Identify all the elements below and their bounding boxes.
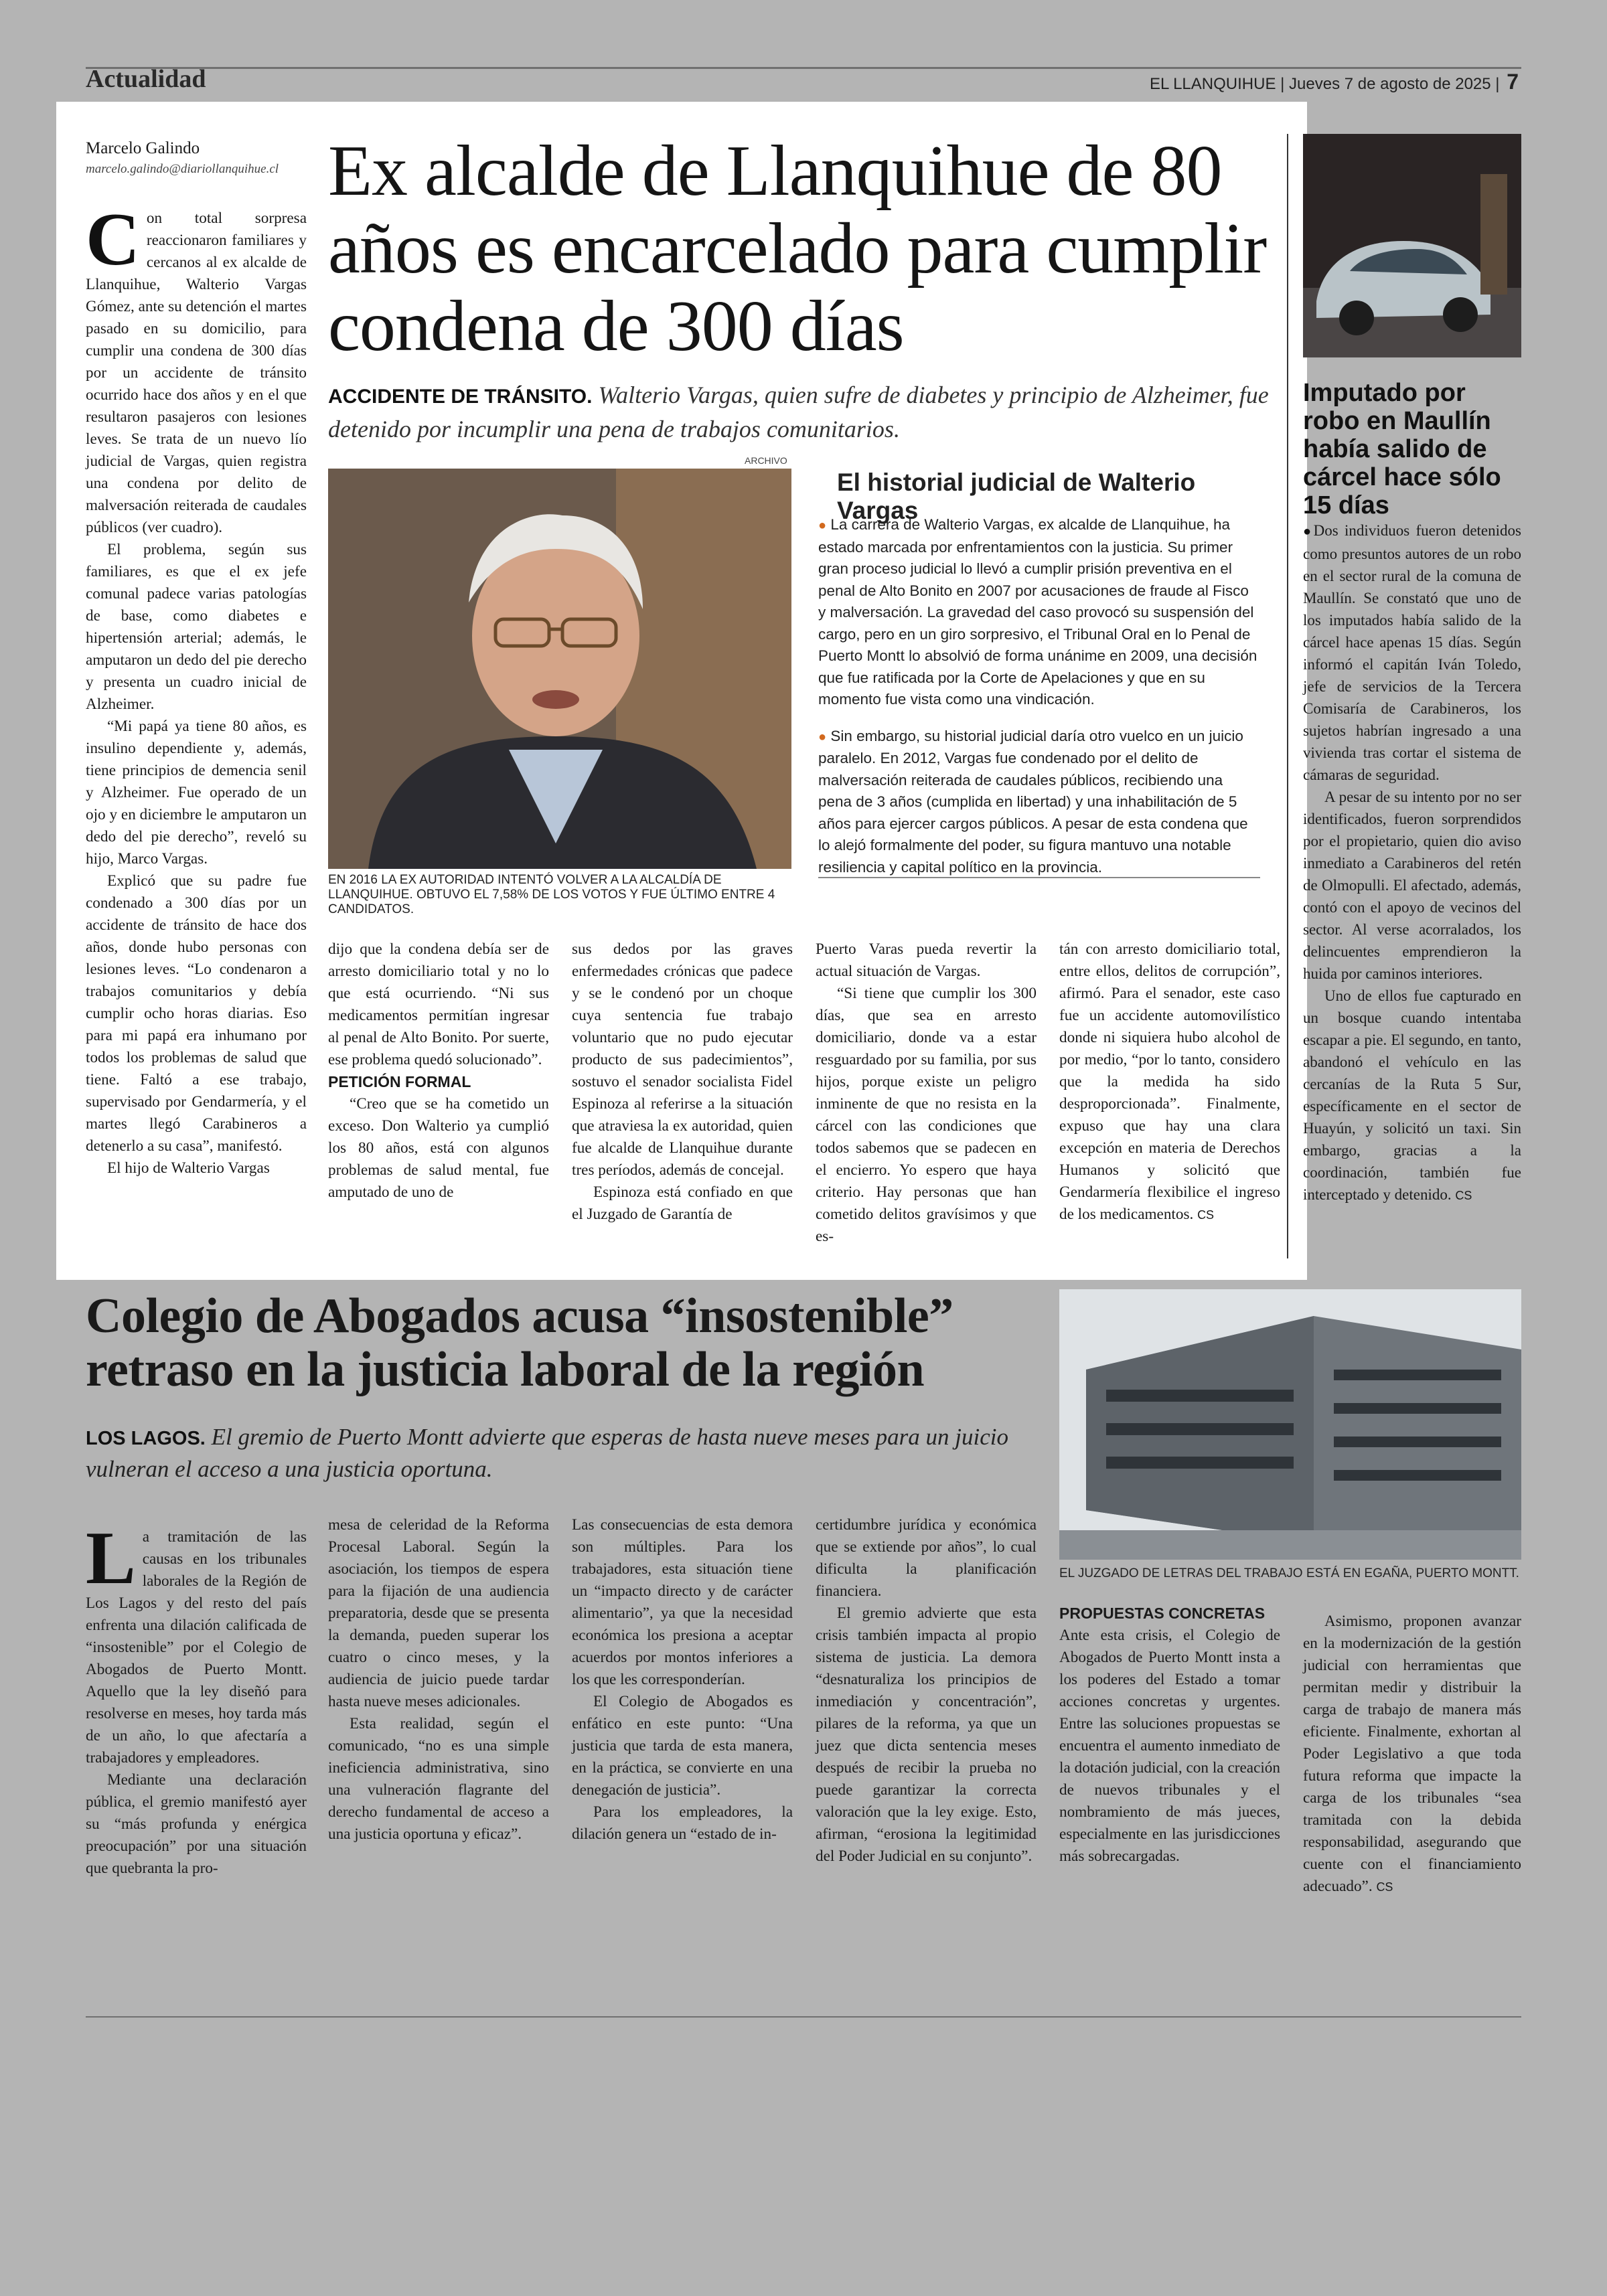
paragraph: tán con arresto domiciliario total, entre ellos, delitos de corrupción”, afirmó. Para el senador, este caso fue un accidente automovilístico donde ni siquiera hubo alcohol de por medio, “por lo tanto, considero que la medida ha sido desproporcionada”. Finalmente, expuso que hay una clara excepción en materia de Derechos Humanos y solicitó que Gendarmería flexibilice el ingreso de los medicamentos. [1059,940,1280,1223]
issue-date: Jueves 7 de agosto de 2025 [1289,75,1491,93]
portrait-illustration [328,469,791,869]
dropcap: C [86,198,140,281]
bullet-icon: ● [818,729,827,744]
car-photo [1303,134,1521,357]
main-headline: Ex alcalde de Llanquihue de 80 años es encarcelado para cumplir condena de 300 días [328,131,1267,366]
second-col-2 [328,1514,549,1846]
main-col-2 [328,938,549,1204]
paragraph: certidumbre jurídica y económica que se extiende por años”, lo cual dificulta la planificación financiera. [816,1516,1037,1600]
paragraph: El gremio advierte que esta crisis también impacta al propio sistema de justicia. La demora “desnaturaliza los principios de inmediación y concentración”, pilares de la reforma, ya que un juez que dicta sentencia meses después de recibir la prueba no puede garantizar la correcta valoración que la ley exige. Esto, afirman, “erosiona la legitimidad del Poder Judicial en su conjunto”. [816,1605,1037,1865]
building-illustration [1059,1289,1521,1560]
second-col-4 [816,1514,1037,1868]
page-number: 7 [1507,70,1519,94]
subhead: PETICIÓN FORMAL [328,1073,471,1090]
author-email[interactable]: marcelo.galindo@diariollanquihue.cl [86,162,279,176]
paragraph: Esta realidad, según el comunicado, “no es una simple ineficiencia administrativa, sino una vulneración flagrante del derecho fundamental de acceso a una justicia oportuna y eficaz”. [328,1715,549,1843]
second-photo-caption: EL JUZGADO DE LETRAS DEL TRABAJO ESTÁ EN EGAÑA, PUERTO MONTT. [1059,1566,1519,1580]
sidebar-title: El historial judicial de Walterio Vargas [837,469,1196,524]
section-name: Actualidad [86,65,206,93]
second-deck [86,1422,1037,1485]
second-col-6 [1303,1611,1521,1898]
main-col-4 [816,938,1037,1248]
paragraph: El Colegio de Abogados es enfático en este punto: “Una justicia que tarda de esta manera, en la práctica, se convierte en una denegación de justicia”. [572,1693,793,1799]
main-kicker: ACCIDENTE DE TRÁNSITO. [328,386,593,408]
main-deck-text: Walterio Vargas, quien sufre de diabetes y principio de Alzheimer, fue detenido por incumplir una pena de trabajos comunitarios. [328,382,1269,442]
paragraph: “Creo que se ha cometido un exceso. Don Walterio ya cumplió los 80 años, está con algunos problemas de salud mental, fue amputado de uno de [328,1095,549,1201]
end-mark: CS [1376,1880,1393,1894]
paragraph: sus dedos por las graves enfermedades crónicas que padece y se le condenó por un choque cuya sentencia fue trabajo voluntario que no pudo ejecutar producto de sus padecimientos”, sostuvo el senador socialista Fidel Espinoza al referirse a la situación que atraviesa la ex autoridad, quien fue alcalde de Llanquihue durante tres períodos, además de concejal. [572,940,793,1179]
sidebar-body [818,514,1260,893]
paragraph: a tramitación de las causas en los tribunales laborales de la Región de Los Lagos y del resto del país enfrenta una dilación calificada de “insostenible” por el Colegio de Abogados de Puerto Montt. Aquello que la ley diseñó para resolverse en meses, hoy tarda más de un año, lo que afectaría a trabajadores y empleadores. [86,1528,307,1767]
second-col-5 [1059,1603,1280,1868]
main-col-1 [86,198,307,1179]
paragraph: on total sorpresa reaccionaron familiares y cercanos al ex alcalde de Llanquihue, Walterio Vargas Gómez, ante su detención el martes pasado en su domicilio, para cumplir una condena de 300 días por un accidente de tránsito ocurrido hace dos años y en el que resultaron pasajeros con lesiones leves. Se trata de un nuevo lío judicial de Vargas, quien registra una condena por delito de malversación reiterada de caudales públicos (ver cuadro). [86,210,307,536]
paragraph: mesa de celeridad de la Reforma Procesal Laboral. Según la asociación, los tiempos de espera para la fijación de una audiencia preparatoria, desde que se presenta la demanda, pueden superar los cuatro o cinco meses, y la audiencia de juicio puede tardar hasta nueve meses adicionales. [328,1516,549,1710]
side-article-title: Imputado por robo en Maullín había salido de cárcel hace sólo 15 días [1303,379,1501,519]
sidebar-paragraph: Sin embargo, su historial judicial daría otro vuelco en un juicio paralelo. En 2012, Vargas fue condenado por el delito de malversación reiterada de caudales públicos, recibiendo una pena de 3 años (cumplida en libertad) y una inhabilitación de 5 años para ejercer cargos públicos. A pesar de esta condena que lo alejó formalmente del poder, su figura mantuvo una notable resiliencia y capital político en la provincia. [818,727,1248,876]
paragraph: Asimismo, proponen avanzar en la modernización de la gestión judicial con herramientas que permitan medir y distribuir la carga de trabajo de manera más eficiente. Finalmente, exhortan al Poder Legislativo a que toda futura reforma que impacte la carga de los tribunales “sea tramitada con la debida responsabilidad, asegurando que cuente con el financiamiento adecuado”. [1303,1613,1521,1895]
second-col-3 [572,1514,793,1846]
column-separator [1287,134,1288,1258]
bullet-icon: ● [1303,524,1314,539]
paragraph: Para los empleadores, la dilación genera un “estado de in- [572,1803,793,1843]
dropcap: L [86,1517,136,1600]
paragraph: Ante esta crisis, el Colegio de Abogados de Puerto Montt insta a los poderes del Estado a tomar acciones concretas y urgentes. Entre las soluciones propuestas se encuentra el aumento inmediato de la dotación judicial, con la creación de nuevos tribunales y el nombramiento de más jueces, especialmente en las jurisdicciones más sobrecargadas. [1059,1627,1280,1865]
paragraph: “Mi papá ya tiene 80 años, es insulino dependiente y, además, tiene principios de demencia senil y Alzheimer. Fue operado de un ojo y en diciembre le amputaron un dedo del pie derecho”, reveló su hijo, Marco Vargas. [86,718,307,868]
second-headline: Colegio de Abogados acusa “insostenible” retraso en la justicia laboral de la región [86,1289,953,1397]
court-building-photo [1059,1289,1521,1560]
main-col-3 [572,938,793,1226]
ex-mayor-photo [328,469,791,869]
paragraph: Dos individuos fueron detenidos como presuntos autores de un robo en el sector rural de la comuna de Maullín. Se constató que uno de los imputados había salido de la cárcel hace apenas 15 días. Según informó el capitán Iván Toledo, jefe de servicios de la Tercera Comisaría de Carabineros, los sujetos habrían ingresado a una vivienda tras cortar el sistema de cámaras de seguridad. [1303,522,1521,783]
paragraph: El hijo de Walterio Vargas [107,1159,270,1177]
end-mark: CS [1197,1208,1215,1222]
paragraph: A pesar de su intento por no ser identificados, fueron sorprendidos por el propietario, quien dio aviso inmediato a Carabineros del retén de Olmopulli. El afectado, además, contó con el apoyo de vecinos del sector. Al verse acorralados, los delincuentes emprendieron la huida por caminos interiores. [1303,789,1521,982]
paragraph: Puerto Varas pueda revertir la actual situación de Vargas. [816,940,1037,980]
main-deck [328,379,1279,445]
bullet-icon: ● [818,518,827,533]
publication-info: EL LLANQUIHUE | Jueves 7 de agosto de 2025 | 7 [1149,70,1519,94]
end-mark: CS [1455,1189,1472,1202]
footer-rule [86,2016,1521,2018]
sidebar-paragraph: La carrera de Walterio Vargas, ex alcalde de Llanquihue, ha estado marcada por enfrentamientos con la justicia. Su primer gran proceso judicial lo llevó a cumplir prisión preventiva en el penal de Alto Bonito en 2007 por acusaciones de fraude al Fisco y malversación. La gravedad del caso provocó su suspensión del cargo, pero en un giro sorpresivo, el Tribunal Oral en lo Penal de Puerto Montt lo absolvió de forma unánime en 2009, una decisión que fue ratificada por la Corte de Apelaciones y que en su momento fue vista como una vindicación. [818,516,1257,708]
subhead: PROPUESTAS CONCRETAS [1059,1605,1266,1622]
paragraph: El problema, según sus familiares, es que el ex jefe comunal padece varias patologías de base, como diabetes e hipertensión arterial; además, le amputaron un dedo del pie derecho y presenta un cuadro inicial de Alzheimer. [86,541,307,713]
photo-credit: ARCHIVO [745,455,787,466]
newspaper-name: EL LLANQUIHUE [1149,75,1276,93]
sidebar-divider [818,877,1260,878]
main-col-5 [1059,938,1280,1226]
header-rule [86,67,1521,69]
paragraph: dijo que la condena debía ser de arresto domiciliario total y no lo que está ocurriendo. “Ni sus medicamentos permitían ingresar al penal de Alto Bonito. Por suerte, ese problema quedó solucionado”. [328,940,549,1068]
author-name: Marcelo Galindo [86,139,200,157]
paragraph: Espinoza está confiado en que el Juzgado de Garantía de [572,1183,793,1223]
photo-caption: EN 2016 LA EX AUTORIDAD INTENTÓ VOLVER A LA ALCALDÍA DE LLANQUIHUE. OBTUVO EL 7,58% DE LOS VOTOS Y FUE ÚLTIMO ENTRE 4 CANDIDATOS. [328,873,775,916]
second-col-1 [86,1517,307,1880]
second-deck-text: El gremio de Puerto Montt advierte que esperas de hasta nueve meses para un juicio vulneran el acceso a una justicia oportuna. [86,1424,1008,1482]
paragraph: Uno de ellos fue capturado en un bosque cuando intentaba escapar a pie. El segundo, en tanto, abandonó el vehículo en las cercanías de la Ruta 5 Sur, específicamente en el sector de Huayún, y solicitó un taxi. Sin embargo, gracias a la coordinación, también fue interceptado y detenido. [1303,987,1521,1203]
side-article-body [1303,519,1521,1207]
paragraph: “Si tiene que cumplir los 300 días, que sea en arresto domiciliario, donde va a estar resguardado por su familia, por sus hijos, porque existe un peligro inminente de que no resista en la cárcel con las condiciones que todos sabemos que se padecen en el encierro. Yo espero que haya criterio. Hay personas que han cometido delitos gravísimos y que es- [816,985,1037,1245]
paragraph: Las consecuencias de esta demora son múltiples. Para los trabajadores, esta situación tiene un “impacto directo y de carácter alimentario”, ya que la necesidad económica los presiona a aceptar acuerdos por montos inferiores a los que les corresponderían. [572,1516,793,1688]
paragraph: Explicó que su padre fue condenado a 300 días por un accidente de tránsito de hace dos años, donde hubo personas con lesiones leves. “Lo condenaron a trabajos comunitarios y debía cumplir ocho horas diarias. Eso para mi papá era inhumano por todos los problemas de salud que tiene. Faltó a ese trabajo, supervisado por Gendarmería, y el martes llegó Carabineros a detenerlo a su casa”, manifestó. [86,872,307,1155]
second-kicker: LOS LAGOS. [86,1428,206,1449]
car-illustration [1303,134,1521,357]
paragraph: Mediante una declaración pública, el gremio manifestó ayer su “más profunda y enérgica preocupación” por una situación que quebranta la pro- [86,1771,307,1877]
